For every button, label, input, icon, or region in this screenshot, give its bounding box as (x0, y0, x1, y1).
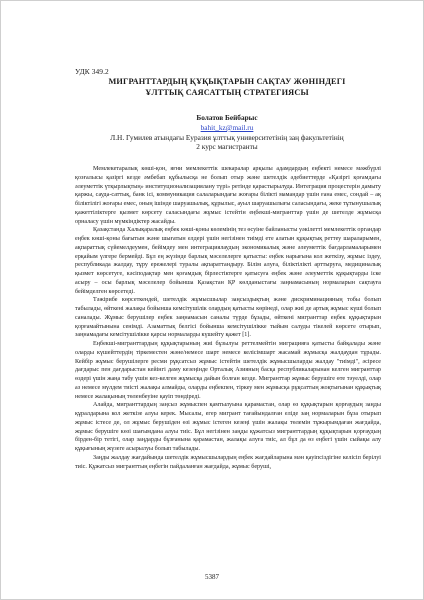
author-email-link[interactable]: bahit_kz@mail.ru (200, 122, 254, 132)
author-name: Болатов Бейбарыс (196, 113, 258, 122)
page-number: 5387 (205, 573, 219, 581)
udc-code: УДК 349.2 (75, 67, 109, 76)
body-paragraph: Алайда, мигранттардың заңсыз жұмыспен қамтылуына қарамастан, олар өз құқықтарын қорғаудың заңды құралдарына кол жеткізе алуы керек. Мысалы, егер мигрант тағайындалған еліде заң нормаларын бұза отырып жұмыс істесе де, ол жұмыс берушіден өзі жұмыс істеген кезеңі үшін жалақы төлемін тұжырымдаған жағдайда, жұмыс берушіге көзі шағымдана алуы тиіс. Бұл негізінен заңды құжатсыз мигранттардың құқықтарын қорғаудың бірден-бір тетігі, олар заңдарды бұзғанына қарамастан, жалақы алуға тиіс, ал бұл да өз еңбегі үшін сыйақы алу құқығының жүзеге асырылуы болып табылады. (75, 402, 381, 452)
author-affiliation: Л.Н. Гумилев атындағы Еуразия ұлттық университетінің заң факультетінің (110, 132, 344, 142)
body-paragraph: Тәжірибе көрсеткендей, шетелдік жұмысшылар заңсыздықтың және дискриминацияның тобы болып табылады, өйткені жалақы бойынша кемсітушілік олардың қатысты көрінеді, олар жиі де артық жұмыс күші болып саналады. Жұмыс берушілер еңбек заңнамасын саналы түрде бұзады, өйткені мигранттар еңбек құқықтарын қорғамайтынына сенімді. Азаматтық белгісі бойынша кемсітушілікке тыйым салуды тікелей көрсете отырып, заңнамадағы кемсітушілікке қарсы нормаларды күшейту қажет [1]. (75, 297, 381, 339)
title-line-1: МИГРАНТТАРДЫҢ ҚҰҚЫҚТАРЫН САҚТАУ ЖӨНІНДЕГІ (108, 77, 346, 86)
body-paragraph: Қазақстанда Халықаралық еңбек көші-қоны көлемінің тез өсуіне байланысты уәкілетті мемлекеттік органдар еңбек көші-қоны бағытын және шығатын елдері үшін негізінен тиімді ете алатын құқықтық реттеу шараларымен, ақпараттық сүйемелдеумен, бейімдеу мен интеграциялаудың экономикалық және әлеуметтік бағдарламаларымен ерқайым үлгере бермейді. Бұл ең жүзінде барлық мәселелерге қатысты: еңбек нарығына кол жеткізу, жұмыс іздеу, республикада жалдау, тұру ережелері туралы ақпараттандыру. Білім алуға, біліктілікті арттыруға, медициналық қызмет көрсетуге, кәсіподақтар мен қоғамдық бірлестіктерге қатысуға еңбек және әлеуметтік құқықтарды іске асыру – осы барлық мәселелер бойынша Қазақстан ҚР көлданыстағы заңнамасының нормаларын сақтауға бейімделген көрсетеді. (75, 227, 381, 295)
article-body (75, 165, 381, 471)
title-line-2: ҰЛТТЫҚ САЯСАТТЫҢ СТРАТЕГИЯСЫ (145, 87, 309, 97)
body-paragraph: Заңды жалдау жағдайында шетелдік жұмысшылардың еңбек жағдайларына мән қауіпсіздігіне келісіп берілуі тиіс. Құжатсыз мигранттың еңбегін пайдаланған жағдайда, жұмыс беруші, (75, 454, 381, 470)
body-paragraph: Мемлекетаралық көші-қон, яғни мемлекеттік шекаралар арқылы адамдардың еңбекті немесе мәжбүрлі қозғалысы қазіргі кезде әмбебап құбылысқа не болып отыр және шетелдік әдебиеттерде «Қазіргі қоғамдағы әлеуметтік үтқырлықтың» институционализациялану түрі» ретінде қарастырылуда. Интеграция процестерін дамыту қаржы, сауда-саттық, банк ісі, коммуникация салаларындағы жоғары білікті мамандар үшін ғана емес, сондай – ақ біліктілігі жоғары емес, оның ішінде шаруашылық, құрылыс, ауыл шаруашылығы саласындағы, жеке тұтынушылық қажеттіліктерге қызмет көрсету саласындағы жұмыс істейтін еңбекші-мигранттар үшін де шетелде жұмысқа орналасу үшін мүмкіндіктер жасайды. (75, 166, 381, 225)
article-title (75, 77, 379, 98)
author-course: 2 курс магистранты (196, 142, 258, 152)
body-paragraph: Еңбекші-мигранттардың құқықтарының жиі бұзылуы реттелмейтін миграцияға қатысты байқалады және оларды күшейттердің тіркеместен және/немесе шарт немесе келісімшарт жасамай жұмысқа жалдаудан тұрады. Кейбір жұмыс берушілерге ресми рұқсатсыз жұмыс істейтін шетелдік жұмысшыларды жалдау "тиімді", әсіресе дағдарыс пен дағдарыстан кейінгі даму кезеңінде Орталық Азияның басқа республикаларынан келген мигранттар өздері үшін жаңа табу үшін кез-келген жұмысқа дайын болған кезде. Мигранттар жұмыс берушіге өте тәуелді, олар аз немесе мүлдем тиісті жалақы алмайды, оларды еңбекпен, тіркеу мен жұмысқа рұқсаттың жоқтығынан құқықтық немесе жалақының төленбеуіне қауіп төндіреді. (75, 341, 381, 400)
author-block (75, 113, 379, 152)
